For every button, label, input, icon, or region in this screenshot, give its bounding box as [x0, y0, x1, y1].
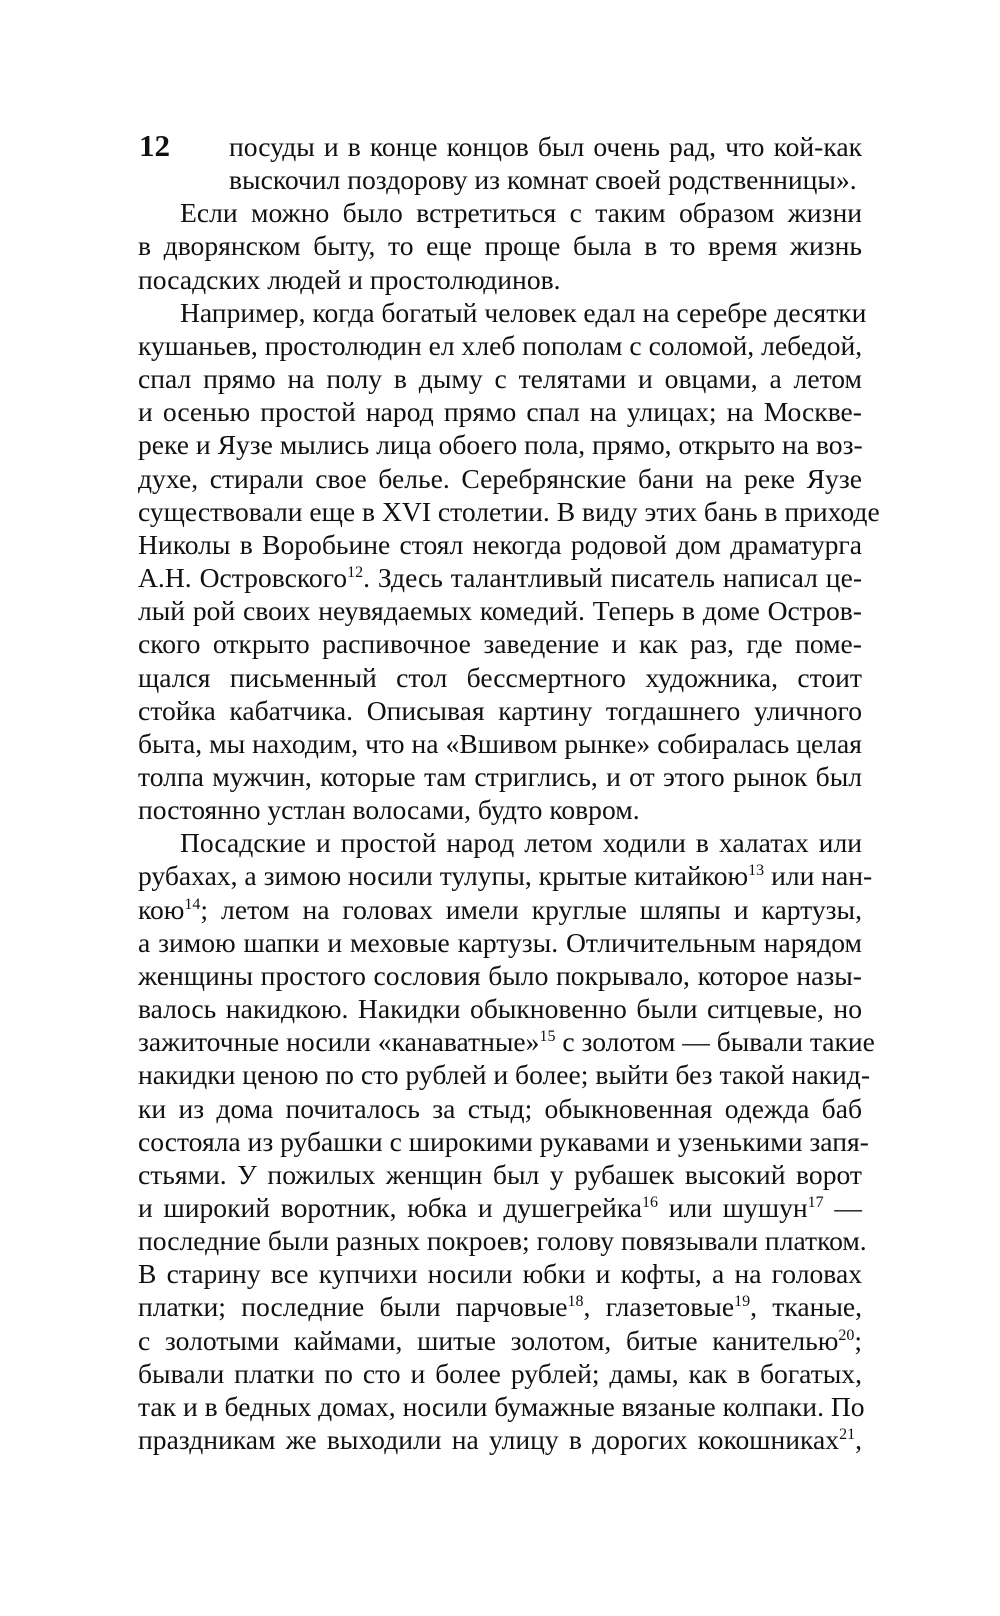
text-fragment: с золотом — бывали такие [562, 1026, 875, 1058]
paragraph-3 [138, 296, 880, 827]
body-text [138, 130, 880, 1456]
text-line: кушаньев, простолюдин ел хлеб пополам с соломой, лебедой, [138, 329, 863, 361]
text-fragment: рубахах, а зимою носили тулупы, крытые китайкою [138, 860, 749, 892]
text-line: Например, когда богатый человек едал на серебре десятки [180, 296, 867, 328]
text-line: лый рой своих неувядаемых комедий. Теперь в доме Остров- [138, 595, 862, 627]
text-line [138, 893, 862, 926]
footnote-ref-19[interactable]: 19 [734, 1293, 751, 1311]
footnote-ref-20[interactable]: 20 [838, 1326, 855, 1344]
text-line: быта, мы находим, что на «Вшивом рынке» собиралась целая [138, 727, 862, 759]
text-line: последние были разных покроев; голову повязывали платком. [138, 1225, 867, 1257]
text-line: накидки ценою по сто рублей и более; выйти без такой накид- [138, 1059, 871, 1091]
footnote-ref-17[interactable]: 17 [807, 1194, 824, 1211]
footnote-ref-21[interactable]: 21 [839, 1426, 856, 1444]
text-line: духе, стирали свое белье. Серебрянские бани на реке Яузе [138, 462, 862, 494]
text-line: и осенью простой народ прямо спал на улицах; на Москве- [138, 396, 862, 428]
text-line [138, 1324, 862, 1357]
text-fragment: кою [138, 893, 185, 925]
text-fragment: ; [854, 1324, 862, 1356]
text-line [138, 1191, 862, 1224]
text-line [138, 1025, 875, 1058]
text-fragment: с золотыми каймами, шитые золотом, битые канителью [138, 1324, 839, 1356]
text-fragment: праздникам же выходили на улицу в дорогих кокошниках [138, 1424, 840, 1456]
text-line: посадских людей и простолюдинов. [138, 263, 561, 295]
footnote-ref-16[interactable]: 16 [642, 1194, 659, 1211]
text-line: выскочил поздорову из комнат своей родственницы». [229, 164, 857, 196]
text-line [138, 1290, 862, 1323]
page-number: 12 [139, 128, 170, 163]
text-line: толпа мужчин, которые там стриглись, и от этого рынок был [138, 760, 862, 792]
paragraph-1 [138, 130, 862, 196]
text-fragment: А.Н. Островского [138, 562, 348, 594]
text-fragment: и широкий воротник, юбка и душегрейка [138, 1192, 643, 1223]
text-fragment: платки; последние были парчовые [138, 1291, 568, 1323]
text-line: валось накидкою. Накидки обыкновенно были ситцевые, но [138, 993, 862, 1025]
text-line: посуды и в конце концов был очень рад, что кой-как [229, 131, 862, 162]
paragraph-4 [138, 826, 875, 1456]
footnote-ref-13[interactable]: 13 [748, 862, 765, 880]
text-line: состояла из рубашки с широкими рукавами и узенькими запя- [138, 1125, 869, 1157]
text-line: ского открыто распивочное заведение и как раз, где поме- [138, 628, 862, 660]
text-fragment: , тканые, [750, 1291, 863, 1323]
text-line: в дворянском быту, то еще проще была в то время жизнь [138, 230, 862, 262]
text-line [138, 859, 873, 892]
text-fragment: , глазетовые [583, 1291, 735, 1323]
text-line: бывали платки по сто и более рублей; дамы, как в богатых, [138, 1357, 862, 1389]
footnote-ref-18[interactable]: 18 [567, 1293, 584, 1311]
text-fragment: зажиточные носили «канаватные» [138, 1026, 540, 1058]
text-line: щался письменный стол бессмертного художника, стоит [138, 661, 862, 693]
text-line: спал прямо на полу в дыму с телятами и овцами, а летом [138, 363, 862, 395]
text-line: Посадские и простой народ летом ходили в халатах или [180, 827, 862, 859]
footnote-ref-15[interactable]: 15 [539, 1028, 556, 1046]
text-line: ки из дома почиталось за стыд; обыкновенная одежда баб [138, 1092, 862, 1124]
text-line: стойка кабатчика. Описывая картину тогдашнего уличного [138, 694, 862, 726]
text-fragment: или нан- [771, 860, 873, 892]
text-line: а зимою шапки и меховые картузы. Отличительным нарядом [138, 926, 862, 958]
text-line: так и в бедных домах, носили бумажные вязаные колпаки. По [138, 1390, 865, 1422]
text-line: женщины простого сословия было покрывало, которое назы- [138, 959, 862, 991]
text-fragment: ; летом на головах имели круглые шляпы и картузы, [200, 893, 862, 925]
text-fragment: или шушун [668, 1192, 808, 1223]
footnote-ref-12[interactable]: 12 [347, 564, 364, 582]
text-line: Если можно было встретиться с таким образом жизни [180, 197, 862, 229]
text-line [138, 561, 862, 594]
text-line: существовали еще в XVI столетии. В виду этих бань в приходе [138, 495, 880, 527]
text-fragment: . Здесь талантливый писатель написал це- [363, 562, 863, 594]
text-fragment: — [834, 1192, 862, 1223]
text-line: реке и Яузе мылись лица обоего пола, прямо, открыто на воз- [138, 429, 863, 461]
text-line: постоянно устлан волосами, будто ковром. [138, 794, 640, 826]
paragraph-2 [138, 196, 862, 295]
text-line [138, 1423, 862, 1456]
text-fragment: , [855, 1424, 862, 1456]
footnote-ref-14[interactable]: 14 [184, 895, 201, 913]
text-line: В старину все купчихи носили юбки и кофты, а на головах [138, 1258, 862, 1290]
text-line: Николы в Воробьине стоял некогда родовой дом драматурга [138, 528, 862, 560]
text-line: стьями. У пожилых женщин был у рубашек высокий ворот [138, 1158, 862, 1190]
